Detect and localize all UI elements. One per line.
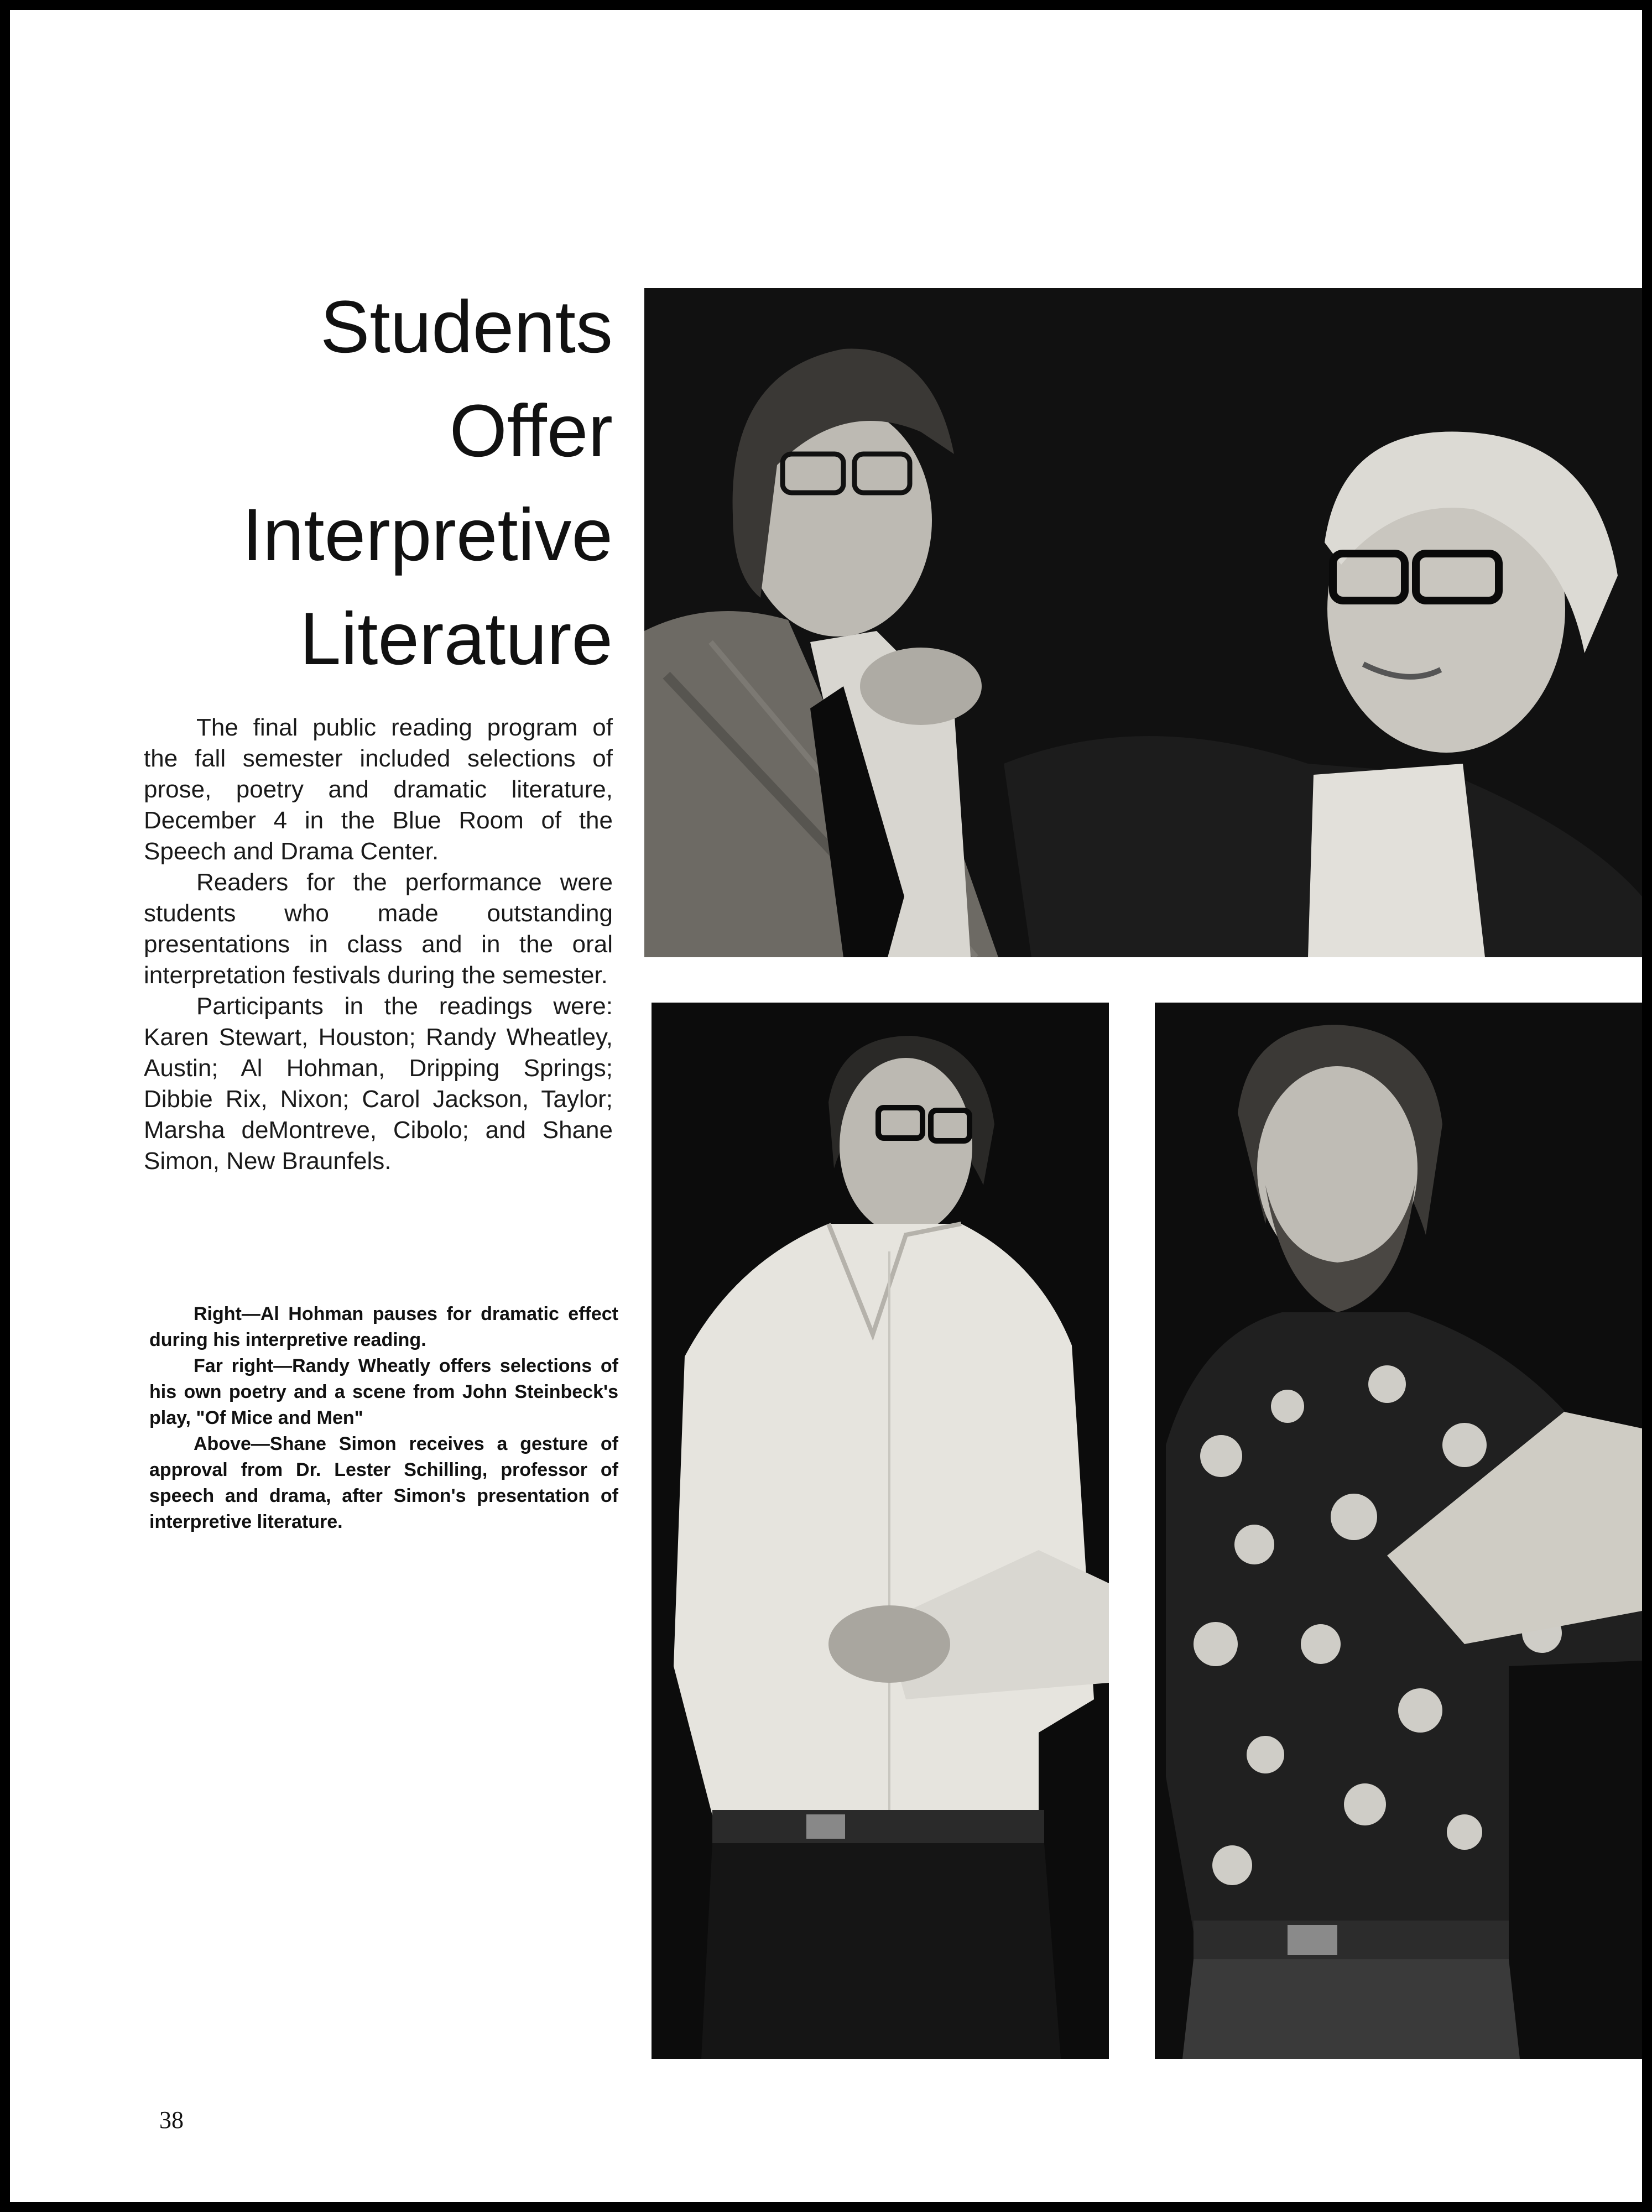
body-paragraph: The final public reading program of the fall semester included selections of prose, poetry and dramatic literature, December 4 in the Blue Room of the Speech and Drama Center. (144, 714, 613, 865)
title-line: Students (320, 286, 613, 368)
title-line: Interpretive (242, 494, 613, 576)
photo-captions (149, 1301, 618, 1535)
photo-top-student-and-professor (644, 288, 1642, 957)
photo-al-hohman-reading (652, 1003, 1109, 2059)
title-line: Literature (299, 598, 613, 680)
yearbook-page (10, 10, 1642, 2202)
photo-randy-wheatly-reading (1155, 1003, 1642, 2059)
page-number: 38 (159, 2106, 184, 2133)
body-paragraph: Readers for the performance were students who made outstanding presentations in class and in the oral interpretation festivals during the semester. (144, 869, 613, 989)
caption-far-right: Far right—Randy Wheatly offers selections of his own poetry and a scene from John Steinbeck's play, "Of Mice and Men" (149, 1355, 618, 1428)
title-line: Offer (449, 390, 613, 472)
photo-right-image (1155, 1003, 1642, 2059)
article-title (121, 275, 613, 691)
article-body (144, 712, 613, 1177)
photo-top-image (644, 288, 1642, 957)
caption-right: Right—Al Hohman pauses for dramatic effect during his interpretive reading. (149, 1303, 618, 1350)
photo-left-image (652, 1003, 1109, 2059)
body-paragraph: Participants in the readings were: Karen Stewart, Houston; Randy Wheatley, Austin; Al Hohman, Dripping Springs; Dibbie Rix, Nixon; Carol Jackson, Taylor; Marsha deMontreve, Cibolo; and Shane Simon, New Braunfels. (144, 993, 613, 1175)
caption-above: Above—Shane Simon receives a gesture of approval from Dr. Lester Schilling, professor of speech and drama, after Simon's presentation of interpretive literature. (149, 1433, 618, 1532)
